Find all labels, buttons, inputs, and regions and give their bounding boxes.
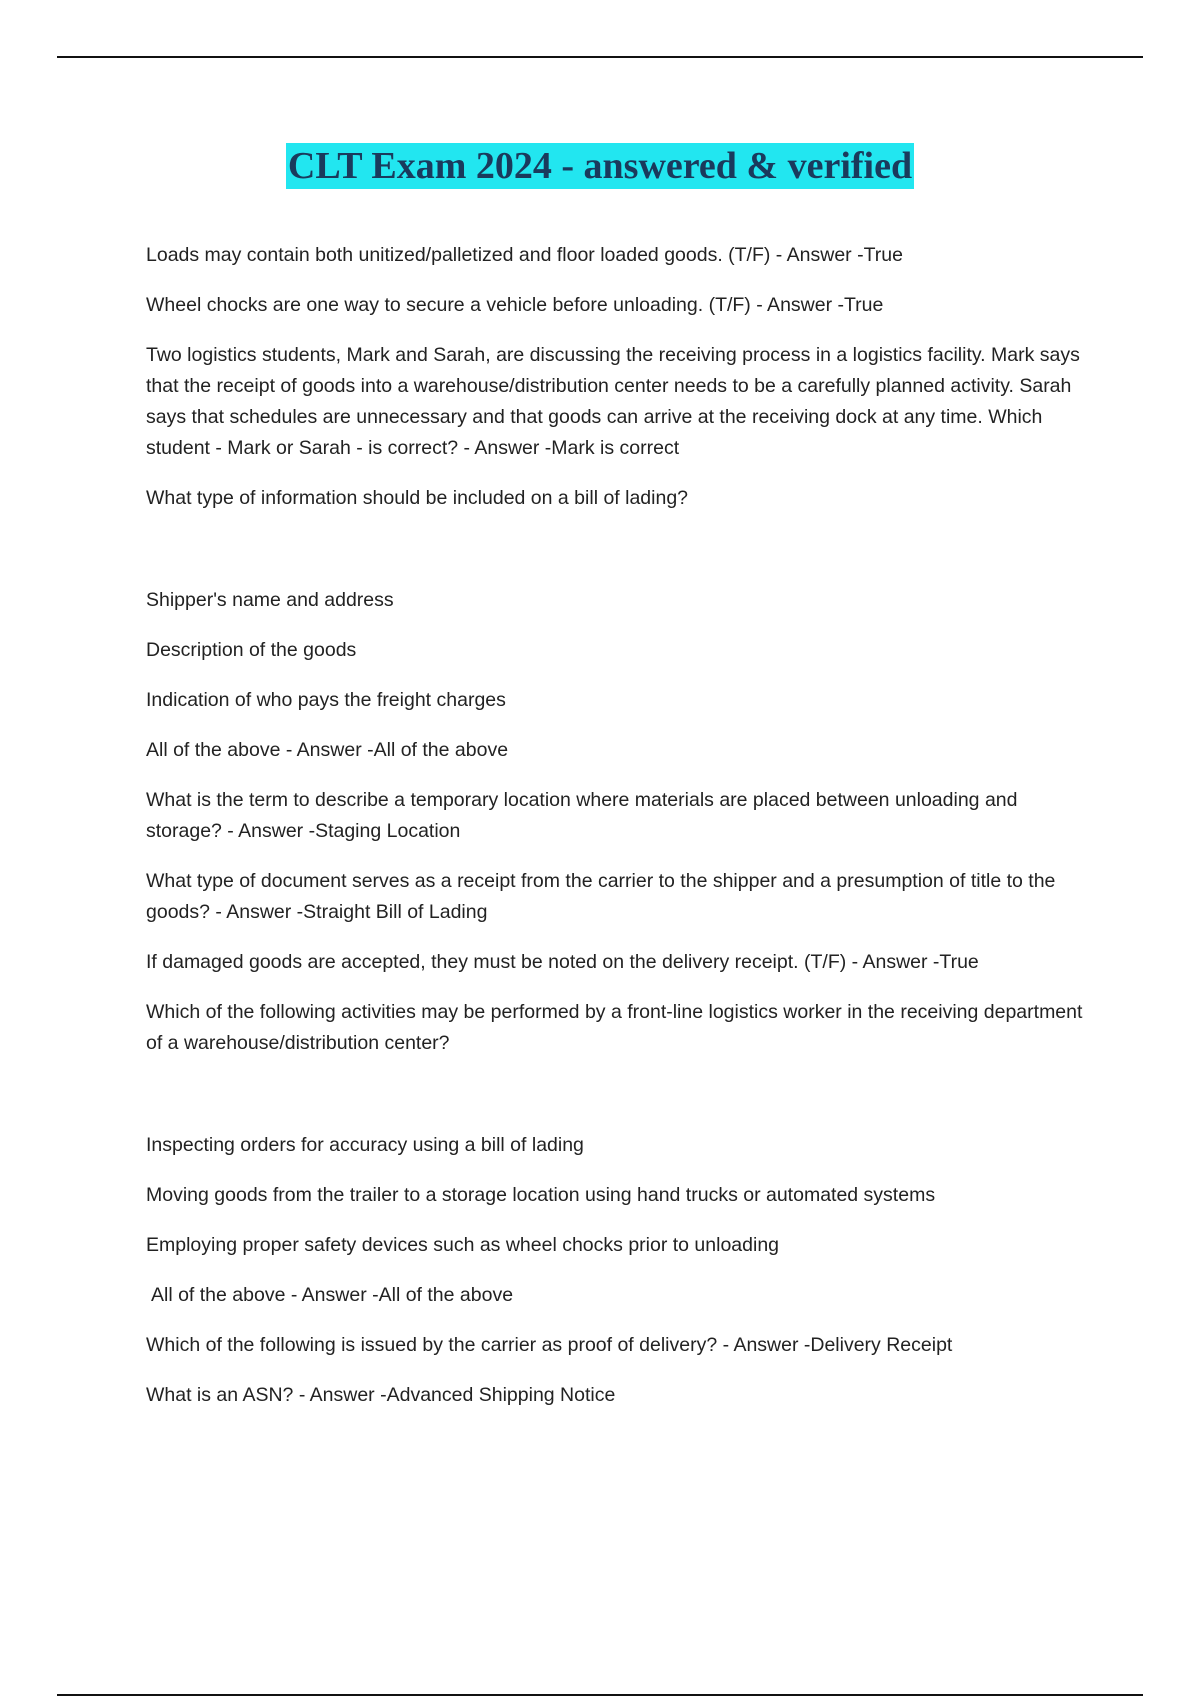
paragraph: Indication of who pays the freight charges <box>146 689 506 711</box>
title-container <box>0 143 1200 189</box>
paragraph: All of the above - Answer -All of the above <box>146 739 509 761</box>
paragraph: If damaged goods are accepted, they must be noted on the delivery receipt. (T/F) - Answer -True <box>146 951 979 973</box>
document-body <box>146 240 1086 1430</box>
paragraph: What is an ASN? - Answer -Advanced Shipping Notice <box>146 1384 616 1406</box>
paragraph: Moving goods from the trailer to a storage location using hand trucks or automated systems <box>146 1184 936 1206</box>
paragraph: All of the above - Answer -All of the above <box>151 1284 514 1306</box>
paragraph: What type of document serves as a receipt from the carrier to the shipper and a presumption of title to the goods? - Answer -Straight Bill of Lading <box>146 870 1056 923</box>
paragraph: Loads may contain both unitized/palletized and floor loaded goods. (T/F) - Answer -True <box>146 244 903 266</box>
paragraph: Wheel chocks are one way to secure a vehicle before unloading. (T/F) - Answer -True <box>146 294 884 316</box>
paragraph: Inspecting orders for accuracy using a bill of lading <box>146 1134 584 1156</box>
paragraph: Two logistics students, Mark and Sarah, are discussing the receiving process in a logistics facility. Mark says that the receipt of goods into a warehouse/distribution center needs to be a carefully planned activity. Sarah says that schedules are unnecessary and that goods can arrive at the receiving dock at any time. Which student - Mark or Sarah - is correct? - Answer -Mark is correct <box>146 344 1080 459</box>
paragraph: What type of information should be included on a bill of lading? <box>146 487 689 509</box>
paragraph: What is the term to describe a temporary location where materials are placed between unloading and storage? - Answer -Staging Location <box>146 789 1018 842</box>
paragraph: Employing proper safety devices such as wheel chocks prior to unloading <box>146 1234 780 1256</box>
paragraph: Which of the following activities may be performed by a front-line logistics worker in the receiving department of a warehouse/distribution center? <box>146 1001 1083 1054</box>
spacer <box>146 1078 1086 1130</box>
bottom-divider <box>57 1694 1143 1696</box>
paragraph: Which of the following is issued by the carrier as proof of delivery? - Answer -Delivery Receipt <box>146 1334 953 1356</box>
document-title: CLT Exam 2024 - answered & verified <box>287 145 913 187</box>
top-divider <box>57 56 1143 58</box>
paragraph: Shipper's name and address <box>146 589 394 611</box>
paragraph: Description of the goods <box>146 639 357 661</box>
spacer <box>146 533 1086 585</box>
